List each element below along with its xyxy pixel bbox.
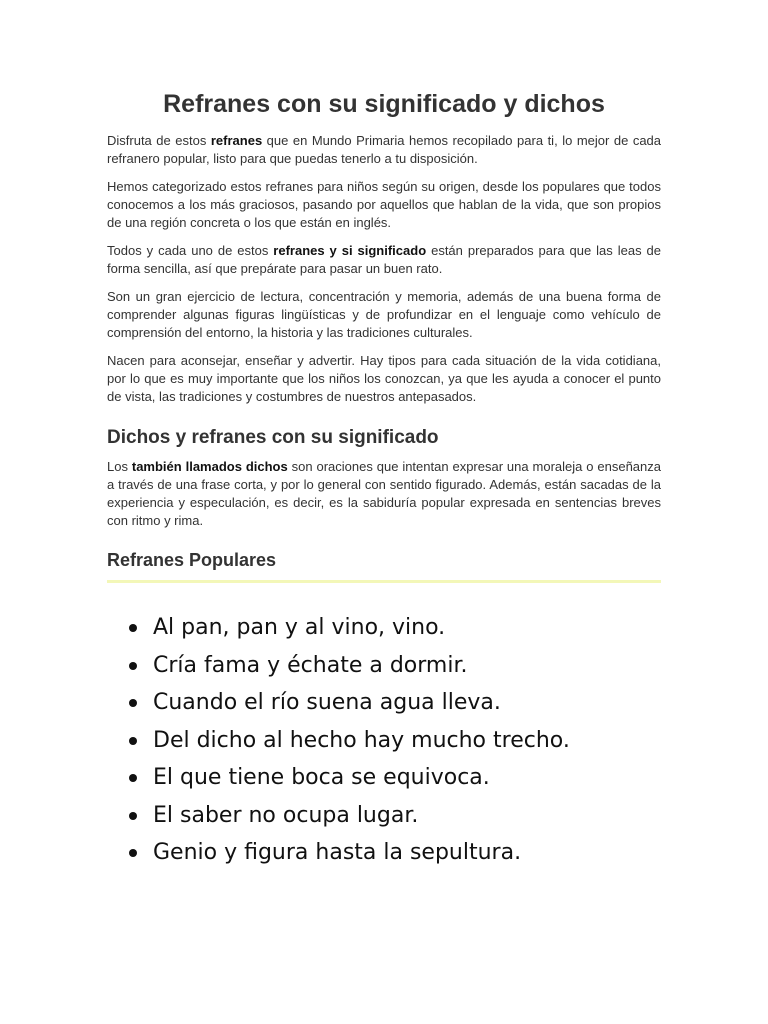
list-item (107, 834, 661, 872)
bullet-icon (129, 812, 137, 820)
saying-text: El saber no ocupa lugar. (153, 802, 419, 828)
list-item (107, 722, 661, 760)
section-heading-populares: Refranes Populares (107, 548, 661, 583)
saying-text: El que tiene boca se equivoca. (153, 765, 490, 790)
bullet-icon (129, 662, 137, 670)
intro-p1-text-end: que en Mundo Primaria hemos recopilado para ti, lo mejor de cada refranero popular, listo para que puedas tenerlo a tu disposición. (107, 133, 662, 166)
bullet-icon (129, 624, 137, 632)
intro-p1-bold: refranes (210, 133, 263, 148)
bullet-icon (129, 774, 137, 782)
dichos-text-start: Los (107, 459, 132, 474)
saying-text: Del dicho al hecho hay mucho trecho. (153, 727, 570, 753)
intro-p3-bold: refranes y si significado (273, 243, 427, 258)
dichos-bold: también llamados dichos (131, 459, 288, 474)
bullet-icon (129, 737, 137, 745)
intro-paragraph-2: Hemos categorizado estos refranes para niños según su origen, desde los populares que todos conocemos a los más graciosos, pasando por aquellos que hablan de la vida, que son propios de una región concreta o los que están en inglés. (107, 179, 661, 230)
sayings-list (107, 609, 661, 872)
dichos-text-end: son oraciones que intentan expresar una moraleja o enseñanza a través de una frase corta, y por lo general con sentido figurado. Además, están sacadas de la experiencia y especulación, es decir, es la sabiduría popular expresada en sentencias breves con ritmo y rima. (107, 459, 661, 528)
list-item (107, 797, 661, 835)
section-heading-dichos: Dichos y refranes con su significado (107, 427, 439, 448)
bullet-icon (129, 849, 137, 857)
dichos-paragraph (107, 458, 661, 530)
bullet-icon (129, 699, 137, 707)
intro-p3-text-end: están preparados para que las leas de forma sencilla, así que prepárate para pasar un buen rato. (107, 243, 661, 276)
intro-p3-text-start: Todos y cada uno de estos (107, 243, 274, 258)
list-item (107, 609, 661, 647)
list-item (107, 684, 661, 722)
page-title: Refranes con su significado y dichos (163, 90, 605, 118)
saying-text: Cría fama y échate a dormir. (153, 652, 468, 678)
document-page (107, 88, 661, 872)
intro-p1-text-start: Disfruta de estos (107, 133, 211, 148)
list-item (107, 647, 661, 685)
intro-paragraph-3 (107, 242, 661, 278)
saying-text: Cuando el río suena agua lleva. (153, 690, 501, 715)
list-item (107, 759, 661, 797)
intro-paragraph-5: Nacen para aconsejar, enseñar y advertir. Hay tipos para cada situación de la vida cotidiana, por lo que es muy importante que los niños los conozcan, ya que les ayuda a conocer el punto de vista, las tradiciones y costumbres de nuestros antepasados. (107, 353, 661, 404)
intro-paragraph-1 (107, 132, 661, 168)
saying-text: Genio y figura hasta la sepultura. (153, 840, 522, 865)
intro-paragraph-4: Son un gran ejercicio de lectura, concentración y memoria, además de una buena forma de comprender algunas figuras lingüísticas y de profundizar en el lenguaje como vehículo de comprensión del entorno, la historia y las tradiciones culturales. (107, 289, 661, 340)
saying-text: Al pan, pan y al vino, vino. (153, 615, 446, 640)
